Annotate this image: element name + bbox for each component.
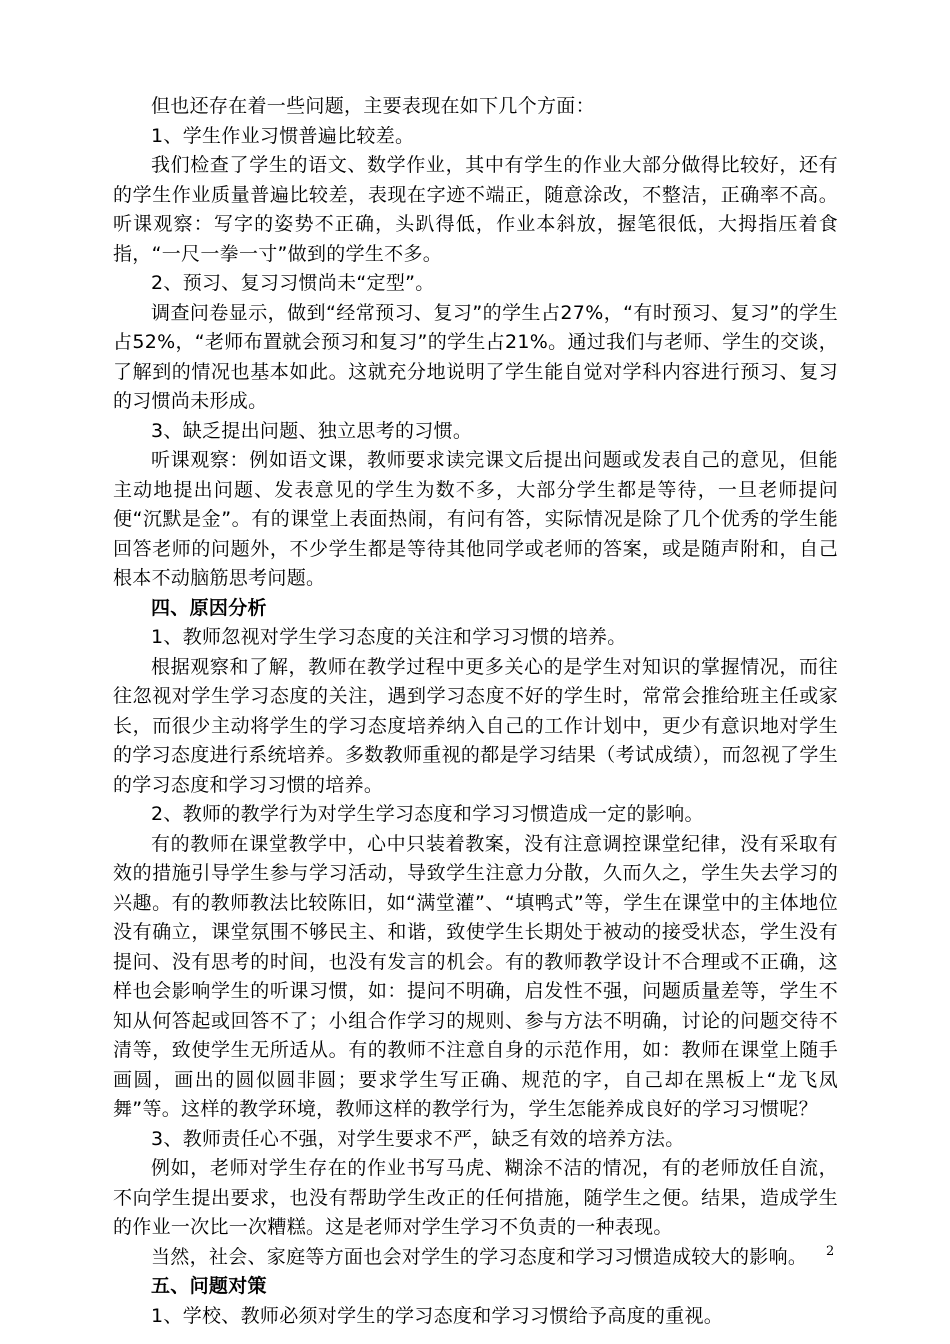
list-item: 3、教师责任心不强，对学生要求不严，缺乏有效的培养方法。 <box>151 1127 685 1150</box>
paragraph: 有的教师在课堂教学中，心中只装着教案，没有注意调控课堂纪律，没有采取有效的措施引导学生参与学习活动，导致学生注意力分散，久而久之，学生失去学习的兴趣。有的教师教法比较陈旧，如“满堂灌”、“填鸭式”等，学生在课堂中的主体地位没有确立，课堂氛围不够民主、和谐，致使学生长期处于被动的接受状态，学生没有提问、没有思考的时间，也没有发言的机会。有的教师教学设计不合理或不正确，这样也会影响学生的听课习惯，如：提问不明确，启发性不强，问题质量差等，学生不知从何答起或回答不了；小组合作学习的规则、参与方法不明确，讨论的问题交待不清等，致使学生无所适从。有的教师不注意自身的示范作用，如：教师在课堂上随手画圆，画出的圆似圆非圆；要求学生写正确、规范的字，自己却在黑板上“龙飞凤舞”等。这样的教学环境，教师这样的教学行为，学生怎能养成良好的学习习惯呢？ <box>113 832 838 1120</box>
list-item: 2、预习、复习习惯尚未“定型”。 <box>151 272 435 294</box>
section-heading: 五、问题对策 <box>151 1275 267 1297</box>
paragraph: 我们检查了学生的语文、数学作业，其中有学生的作业大部分做得比较好，还有的学生作业质量普遍比较差，表现在字迹不端正，随意涂改，不整洁，正确率不高。听课观察：写字的姿势不正确，头趴得低，作业本斜放，握笔很低，大拇指压着食指，“一尺一拳一寸”做到的学生不多。 <box>113 154 838 265</box>
list-item: 1、学校、教师必须对学生的学习态度和学习习惯给予高度的重视。 <box>151 1304 724 1327</box>
paragraph: 听课观察：例如语文课，教师要求读完课文后提出问题或发表自己的意见，但能主动地提出问题、发表意见的学生为数不多，大部分学生都是等待，一旦老师提问便“沉默是金”。有的课堂上表面热闹，有问有答，实际情况是除了几个优秀的学生能回答老师的问题外，不少学生都是等待其他同学或老师的答案，或是随声附和，自己根本不动脑筋思考问题。 <box>113 449 838 589</box>
page-number: 2 <box>826 1244 835 1259</box>
paragraph: 但也还存在着一些问题，主要表现在如下几个方面： <box>151 95 595 117</box>
paragraph: 当然，社会、家庭等方面也会对学生的学习态度和学习习惯造成较大的影响。 <box>151 1245 808 1268</box>
paragraph: 根据观察和了解，教师在教学过程中更多关心的是学生对知识的掌握情况，而往往忽视对学生学习态度的关注，遇到学习态度不好的学生时，常常会推给班主任或家长，而很少主动将学生的学习态度培养纳入自己的工作计划中，更少有意识地对学生的学习态度进行系统培养。多数教师重视的都是学习结果（考试成绩），而忽视了学生的学习态度和学习习惯的培养。 <box>113 655 838 796</box>
list-item: 1、教师忽视对学生学习态度的关注和学习习惯的培养。 <box>151 626 627 648</box>
section-heading: 四、原因分析 <box>151 596 267 619</box>
document-body <box>113 92 838 1331</box>
paragraph: 例如，老师对学生存在的作业书写马虎、糊涂不洁的情况，有的老师放任自流，不向学生提出要求，也没有帮助学生改正的任何措施，随学生之便。结果，造成学生的作业一次比一次糟糕。这是老师对学生学习不负责的一种表现。 <box>113 1157 838 1238</box>
list-item: 1、学生作业习惯普遍比较差。 <box>151 124 415 147</box>
list-item: 3、缺乏提出问题、独立思考的习惯。 <box>151 419 473 442</box>
paragraph: 调查问卷显示，做到“经常预习、复习”的学生占27%，“有时预习、复习”的学生占52%，“老师布置就会预习和复习”的学生占21%。通过我们与老师、学生的交谈，了解到的情况也基本如此。这就充分地说明了学生能自觉对学科内容进行预习、复习的习惯尚未形成。 <box>113 301 838 412</box>
list-item: 2、教师的教学行为对学生学习态度和学习习惯造成一定的影响。 <box>151 803 704 825</box>
